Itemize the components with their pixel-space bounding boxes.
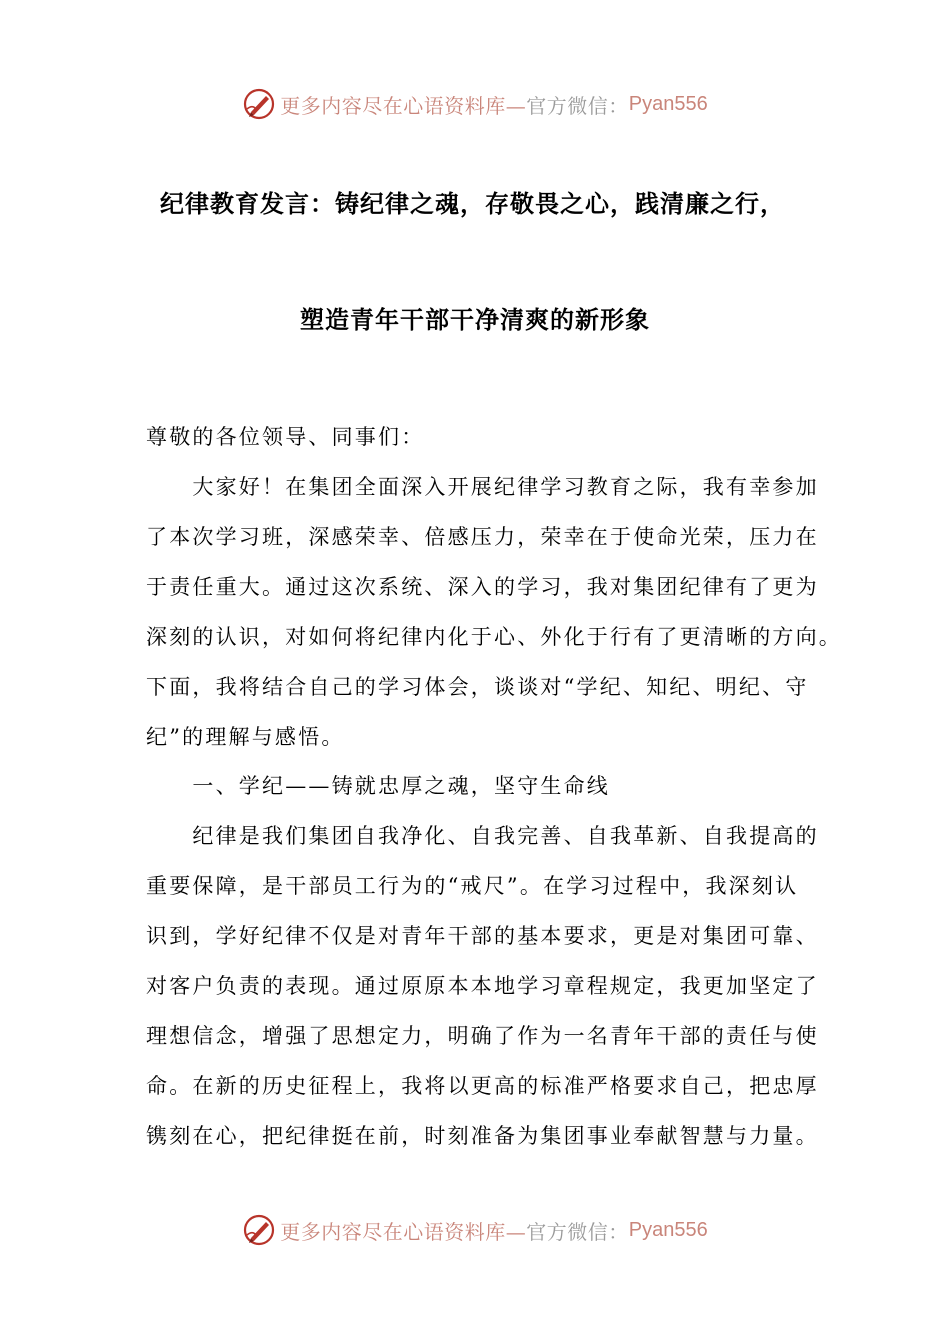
watermark-label: 官方微信： xyxy=(526,1219,629,1244)
paragraph-line: 纪”的理解与感悟。 xyxy=(146,725,345,749)
paragraph-line: 纪律是我们集团自我净化、自我完善、自我革新、自我提高的 xyxy=(146,824,819,848)
paragraph-line: 下面，我将结合自己的学习体会，谈谈对“学纪、知纪、明纪、守 xyxy=(146,675,809,699)
watermark-id: Pyan556 xyxy=(628,1218,708,1241)
page-title-line-2: 塑造青年干部干净清爽的新形象 xyxy=(300,306,650,334)
footer-watermark xyxy=(0,1210,950,1250)
watermark-id: Pyan556 xyxy=(628,92,708,115)
salutation: 尊敬的各位领导、同事们： xyxy=(146,425,425,449)
paragraph-line: 大家好！在集团全面深入开展纪律学习教育之际，我有幸参加 xyxy=(146,475,819,499)
page-title-line-1: 纪律教育发言：铸纪律之魂，存敬畏之心，践清廉之行， xyxy=(160,190,785,218)
paragraph-line: 识到，学好纪律不仅是对青年干部的基本要求，更是对集团可靠、 xyxy=(146,924,819,948)
paragraph-line: 理想信念，增强了思想定力，明确了作为一名青年干部的责任与使 xyxy=(146,1024,819,1048)
watermark-text xyxy=(280,1216,629,1245)
pen-logo-icon xyxy=(242,1213,276,1247)
watermark-main: 更多内容尽在心语资料库 xyxy=(280,1219,506,1244)
paragraph-line: 对客户负责的表现。通过原原本本地学习章程规定，我更加坚定了 xyxy=(146,974,819,998)
watermark-dash: — xyxy=(505,1219,527,1244)
section-heading: 一、学纪——铸就忠厚之魂，坚守生命线 xyxy=(146,774,610,798)
paragraph-line: 重要保障，是干部员工行为的“戒尺”。在学习过程中，我深刻认 xyxy=(146,874,799,898)
header-watermark xyxy=(0,84,950,124)
paragraph-line: 镌刻在心，把纪律挺在前，时刻准备为集团事业奉献智慧与力量。 xyxy=(146,1124,819,1148)
watermark-main: 更多内容尽在心语资料库 xyxy=(280,93,506,118)
watermark-text xyxy=(280,90,629,119)
watermark-dash: — xyxy=(505,93,527,118)
paragraph-line: 命。在新的历史征程上，我将以更高的标准严格要求自己，把忠厚 xyxy=(146,1074,819,1098)
pen-logo-icon xyxy=(242,87,276,121)
paragraph-line: 于责任重大。通过这次系统、深入的学习，我对集团纪律有了更为 xyxy=(146,575,819,599)
paragraph-line: 了本次学习班，深感荣幸、倍感压力，荣幸在于使命光荣，压力在 xyxy=(146,525,819,549)
watermark-label: 官方微信： xyxy=(526,93,629,118)
paragraph-line: 深刻的认识，对如何将纪律内化于心、外化于行有了更清晰的方向。 xyxy=(146,625,842,649)
